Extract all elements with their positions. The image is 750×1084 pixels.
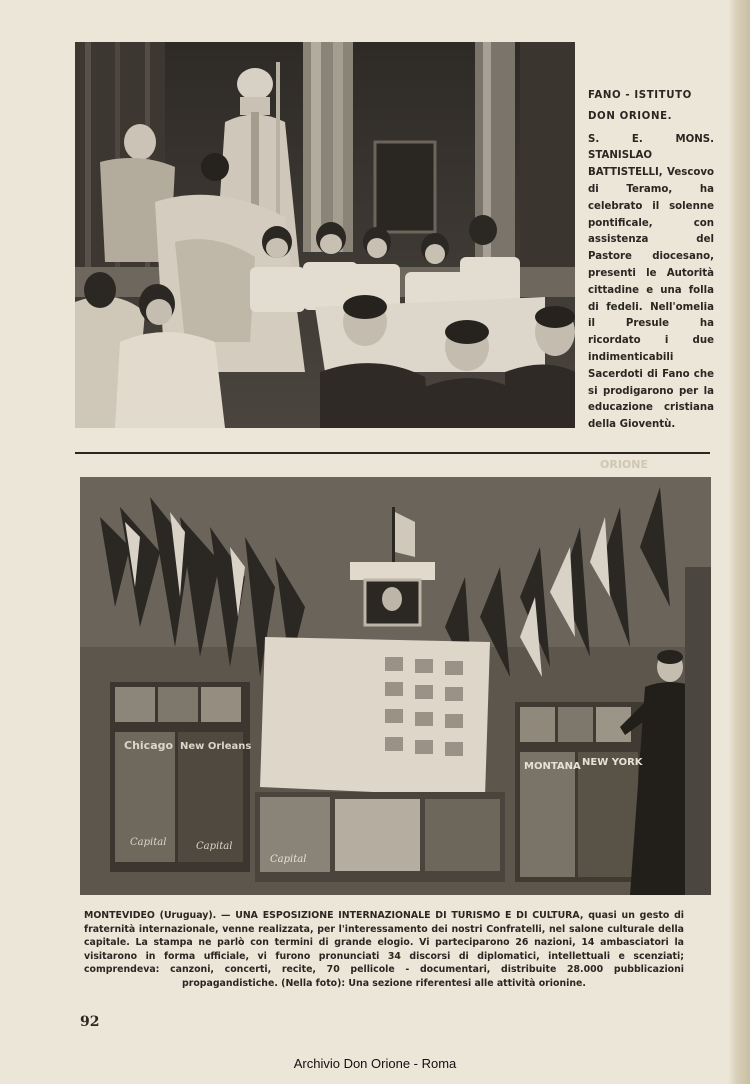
caption-montevideo: MONTEVIDEO (Uruguay). — UNA ESPOSIZIONE INTERNAZIONALE DI TURISMO E DI CULTURA, quasi un gesto di fraternità internazionale, venne realizzata, per l'interessamento dei nostri Confratelli, nel salone culturale della capitale. La stampa ne parlò con termini di grande elogio. Vi parteciparono 26 nazioni, 14 ambasciatori la visitarono in forma ufficiale, vi furono pronunciati 34 discorsi di diplomatici, intellettuali e scenziati; comprendeva: canzoni, concerti, recite, 70 pellicole - documentari, distribuite 28.000 pubblicazioni propagandistiche. (Nella foto): Una sezione riferentesi alle attività orionine. [84,910,684,989]
archive-footer: Archivio Don Orione - Roma [293,1056,457,1071]
caption-heading-don-orione: DON ORIONE. [588,110,673,122]
photo-fano-illustration [75,42,575,428]
section-divider [75,452,710,454]
poster-label-capital-3: Capital [270,854,307,865]
page-edge-shadow [728,0,750,1084]
caption-heading-fano: FANO - ISTITUTO [588,90,692,101]
photo-montevideo-exhibition [80,477,711,895]
photo-montevideo-illustration [80,477,711,895]
poster-label-capital-2: Capital [196,841,233,852]
page-number: 92 [80,1014,100,1030]
side-caption [588,88,714,434]
bleed-through-text: ORIONE [600,458,648,471]
poster-label-capital-1: Capital [130,837,167,848]
poster-label-new-york: NEW YORK [582,757,643,768]
poster-label-new-orleans: New Orleans [180,741,252,752]
caption-body-fano: S. E. MONS. STANISLAO BATTISTELLI, Vescovo di Teramo, ha celebrato il solenne pontificale, con assistenza del Pastore diocesano, presenti le Autorità cittadine e una folla di fedeli. Nell'omelia il Presule ha ricordato i due indimenticabili Sacerdoti di Fano che si prodigarono per la educazione cristiana della Gioventù. [588,133,714,431]
photo-fano-pontifical-mass [75,42,575,428]
poster-label-montana: MONTANA [524,761,581,772]
poster-label-chicago: Chicago [124,739,174,752]
